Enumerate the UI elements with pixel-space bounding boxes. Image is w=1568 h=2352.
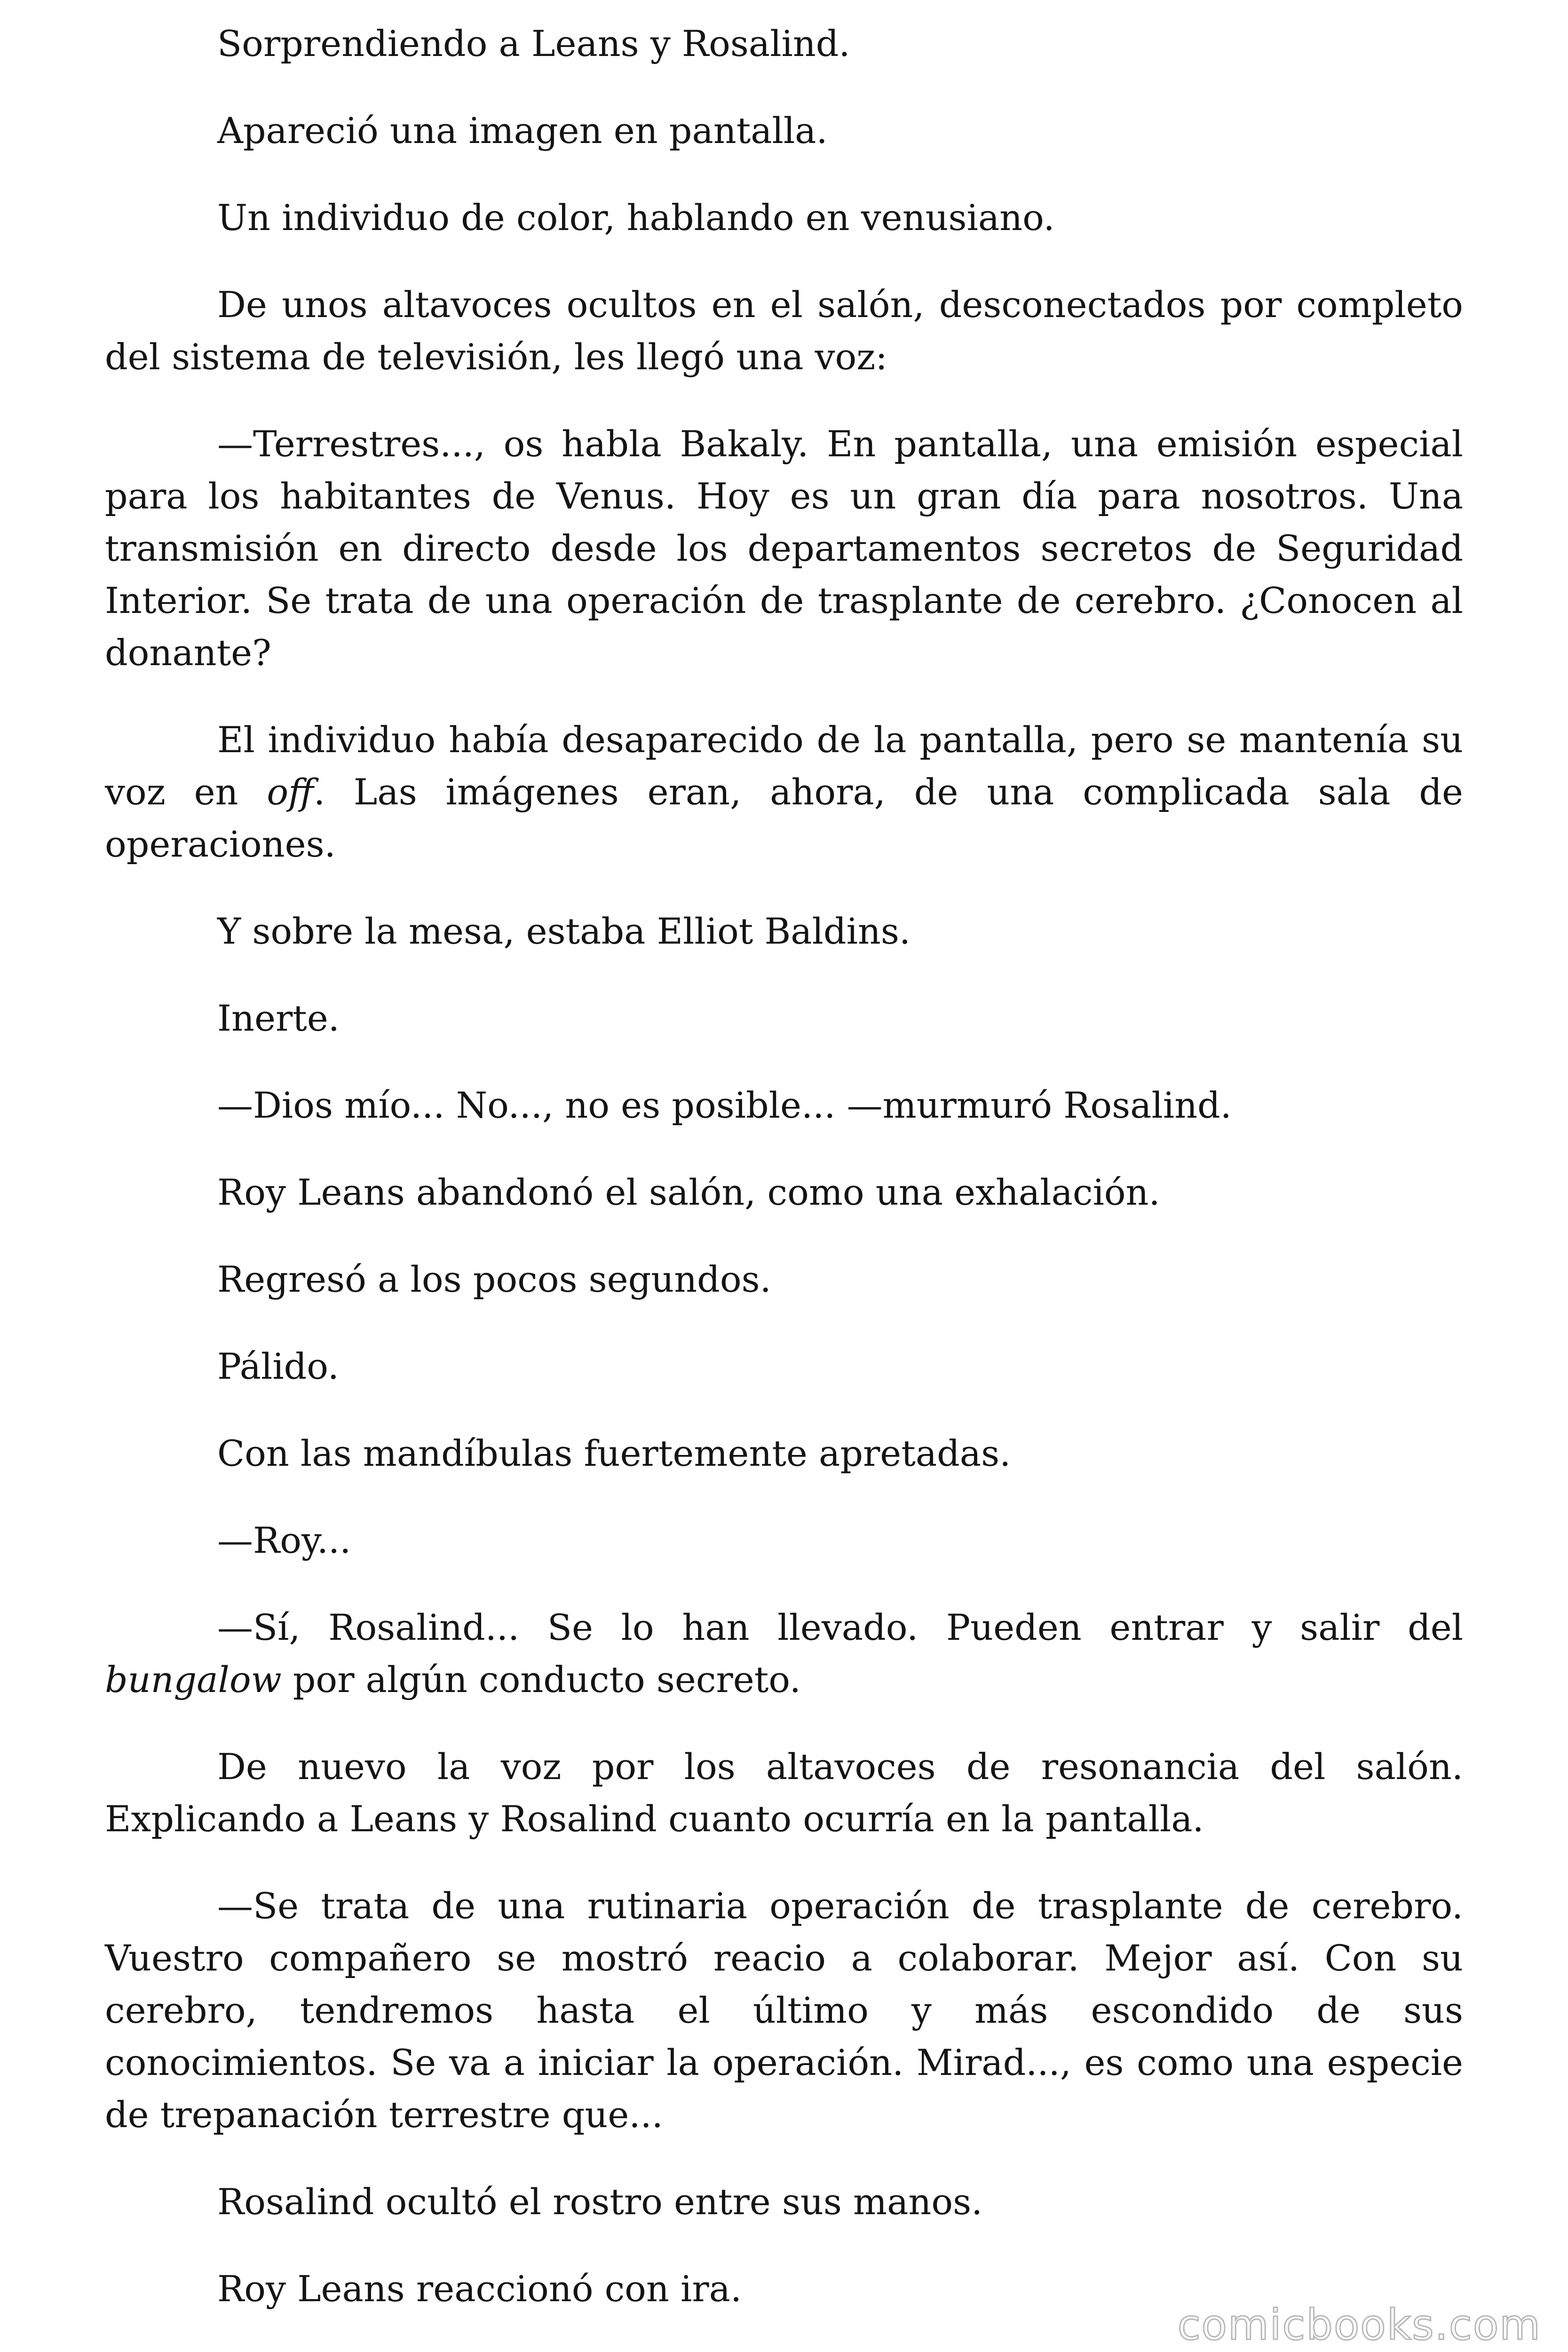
italic-word: bungalow (105, 1659, 282, 1700)
text-run: Roy Leans reaccionó con ira. (217, 2268, 742, 2310)
text-run: —Dios mío... No..., no es posible... —murmuró Rosalind. (217, 1084, 1232, 1126)
paragraph (105, 418, 1463, 679)
paragraph (105, 992, 1463, 1044)
text-run: Y sobre la mesa, estaba Elliot Baldins. (217, 910, 911, 952)
paragraph (105, 1427, 1463, 1479)
paragraph (105, 104, 1463, 157)
text-run: —Terrestres..., os habla Bakaly. En pantalla, una emisión especial para los habitantes de Venus. Hoy es un gran día para nosotros. Una transmisión en directo desde los departamentos secretos de Seguridad Interior. Se trata de una operación de trasplante de cerebro. ¿Conocen al donante? (105, 423, 1463, 674)
text-run: Un individuo de color, hablando en venusiano. (217, 197, 1055, 238)
paragraph (105, 1514, 1463, 1566)
paragraph (105, 1340, 1463, 1392)
text-run: Apareció una imagen en pantalla. (217, 110, 828, 151)
paragraph (105, 714, 1463, 870)
text-run: Roy Leans abandonó el salón, como una exhalación. (217, 1171, 1160, 1213)
paragraph (105, 1740, 1463, 1845)
paragraph (105, 191, 1463, 244)
italic-word: off (267, 771, 314, 813)
text-run: Pálido. (217, 1345, 339, 1387)
paragraph (105, 1166, 1463, 1218)
paragraph (105, 17, 1463, 70)
text-run: De unos altavoces ocultos en el salón, desconectados por completo del sistema de televisión, les llegó una voz: (105, 284, 1463, 378)
paragraph (105, 278, 1463, 383)
text-run: Sorprendiendo a Leans y Rosalind. (217, 23, 850, 64)
paragraph (105, 1253, 1463, 1305)
text-run: —Se trata de una rutinaria operación de trasplante de cerebro. Vuestro compañero se mostró reacio a colaborar. Mejor así. Con su cerebro, tendremos hasta el último y más escondido de sus conocimientos. Se va a iniciar la operación. Mirad..., es como una especie de trepanación terrestre que... (105, 1885, 1463, 2136)
paragraph (105, 1079, 1463, 1131)
text-run: Con las mandíbulas fuertemente apretadas. (217, 1432, 1011, 1474)
book-page-text (105, 0, 1463, 2350)
text-run: —Sí, Rosalind... Se lo han llevado. Pueden entrar y salir del (217, 1606, 1463, 1648)
text-run: El individuo había desaparecido de la pantalla, pero se mantenía su voz en (105, 719, 1463, 813)
text-run: por algún conducto secreto. (281, 1659, 801, 1700)
paragraph (105, 1601, 1463, 1706)
text-run: Regresó a los pocos segundos. (217, 1258, 771, 1300)
text-run: Inerte. (217, 997, 340, 1039)
text-run: Rosalind ocultó el rostro entre sus manos. (217, 2181, 983, 2223)
text-run: . Las imágenes eran, ahora, de una complicada sala de operaciones. (105, 771, 1463, 865)
text-run: —Roy... (217, 1519, 351, 1561)
watermark: comicbooks.com (1177, 2300, 1541, 2349)
paragraph (105, 2176, 1463, 2228)
paragraph (105, 905, 1463, 957)
text-run: De nuevo la voz por los altavoces de resonancia del salón. Explicando a Leans y Rosalind cuanto ocurría en la pantalla. (105, 1746, 1463, 1840)
paragraph (105, 1880, 1463, 2141)
